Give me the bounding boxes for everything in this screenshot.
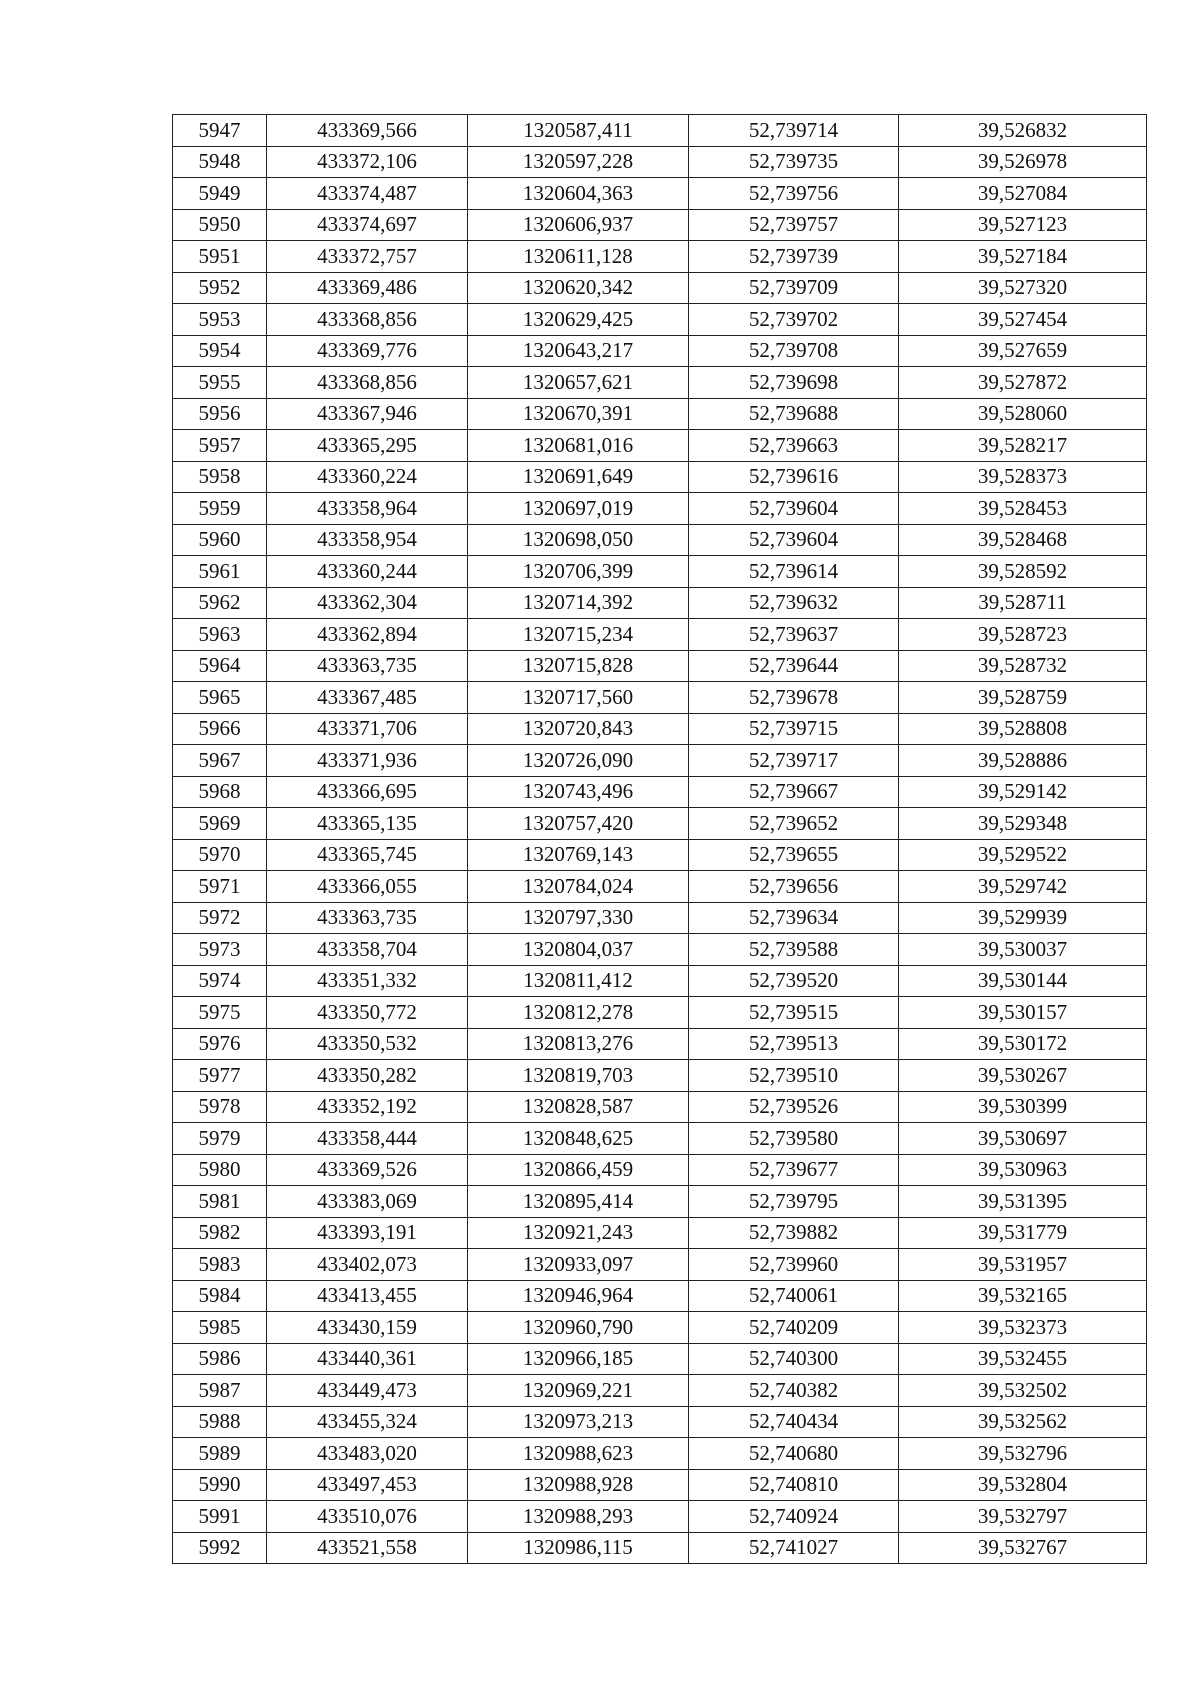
- cell-y-coordinate: 1320812,278: [468, 997, 689, 1029]
- cell-point-number: 5980: [173, 1154, 267, 1186]
- cell-y-coordinate: 1320629,425: [468, 304, 689, 336]
- cell-latitude: 52,739510: [689, 1060, 899, 1092]
- cell-point-number: 5964: [173, 650, 267, 682]
- cell-point-number: 5983: [173, 1249, 267, 1281]
- cell-point-number: 5968: [173, 776, 267, 808]
- cell-x-coordinate: 433363,735: [267, 650, 468, 682]
- cell-point-number: 5956: [173, 398, 267, 430]
- cell-latitude: 52,739715: [689, 713, 899, 745]
- table-row: [173, 1312, 1147, 1344]
- cell-longitude: 39,527659: [899, 335, 1147, 367]
- cell-point-number: 5962: [173, 587, 267, 619]
- cell-y-coordinate: 1320946,964: [468, 1280, 689, 1312]
- cell-latitude: 52,739637: [689, 619, 899, 651]
- cell-longitude: 39,528060: [899, 398, 1147, 430]
- table-row: [173, 115, 1147, 147]
- cell-x-coordinate: 433363,735: [267, 902, 468, 934]
- table-row: [173, 1532, 1147, 1564]
- cell-x-coordinate: 433350,282: [267, 1060, 468, 1092]
- cell-y-coordinate: 1320969,221: [468, 1375, 689, 1407]
- cell-point-number: 5984: [173, 1280, 267, 1312]
- cell-latitude: 52,739604: [689, 493, 899, 525]
- cell-point-number: 5967: [173, 745, 267, 777]
- cell-x-coordinate: 433368,856: [267, 367, 468, 399]
- table-row: [173, 1186, 1147, 1218]
- cell-point-number: 5990: [173, 1469, 267, 1501]
- table-row: [173, 997, 1147, 1029]
- cell-latitude: 52,739656: [689, 871, 899, 903]
- cell-y-coordinate: 1320866,459: [468, 1154, 689, 1186]
- cell-y-coordinate: 1320813,276: [468, 1028, 689, 1060]
- cell-latitude: 52,739702: [689, 304, 899, 336]
- table-row: [173, 209, 1147, 241]
- cell-point-number: 5992: [173, 1532, 267, 1564]
- cell-y-coordinate: 1320933,097: [468, 1249, 689, 1281]
- cell-point-number: 5988: [173, 1406, 267, 1438]
- cell-latitude: 52,739632: [689, 587, 899, 619]
- cell-y-coordinate: 1320720,843: [468, 713, 689, 745]
- cell-y-coordinate: 1320811,412: [468, 965, 689, 997]
- cell-x-coordinate: 433440,361: [267, 1343, 468, 1375]
- cell-point-number: 5965: [173, 682, 267, 714]
- cell-y-coordinate: 1320819,703: [468, 1060, 689, 1092]
- cell-y-coordinate: 1320698,050: [468, 524, 689, 556]
- cell-point-number: 5966: [173, 713, 267, 745]
- cell-x-coordinate: 433413,455: [267, 1280, 468, 1312]
- cell-y-coordinate: 1320597,228: [468, 146, 689, 178]
- cell-x-coordinate: 433358,964: [267, 493, 468, 525]
- cell-x-coordinate: 433369,526: [267, 1154, 468, 1186]
- cell-point-number: 5975: [173, 997, 267, 1029]
- cell-x-coordinate: 433365,135: [267, 808, 468, 840]
- cell-longitude: 39,530963: [899, 1154, 1147, 1186]
- table-row: [173, 650, 1147, 682]
- cell-latitude: 52,739634: [689, 902, 899, 934]
- cell-y-coordinate: 1320691,649: [468, 461, 689, 493]
- cell-longitude: 39,528886: [899, 745, 1147, 777]
- cell-y-coordinate: 1320769,143: [468, 839, 689, 871]
- table-row: [173, 682, 1147, 714]
- cell-longitude: 39,529742: [899, 871, 1147, 903]
- cell-x-coordinate: 433449,473: [267, 1375, 468, 1407]
- table-row: [173, 1249, 1147, 1281]
- table-row: [173, 1406, 1147, 1438]
- cell-x-coordinate: 433365,745: [267, 839, 468, 871]
- cell-x-coordinate: 433497,453: [267, 1469, 468, 1501]
- cell-y-coordinate: 1320717,560: [468, 682, 689, 714]
- cell-latitude: 52,739756: [689, 178, 899, 210]
- cell-point-number: 5947: [173, 115, 267, 147]
- cell-y-coordinate: 1320988,623: [468, 1438, 689, 1470]
- table-row: [173, 745, 1147, 777]
- cell-y-coordinate: 1320714,392: [468, 587, 689, 619]
- cell-latitude: 52,739515: [689, 997, 899, 1029]
- cell-point-number: 5948: [173, 146, 267, 178]
- cell-point-number: 5991: [173, 1501, 267, 1533]
- cell-latitude: 52,740434: [689, 1406, 899, 1438]
- cell-y-coordinate: 1320697,019: [468, 493, 689, 525]
- cell-x-coordinate: 433366,055: [267, 871, 468, 903]
- cell-x-coordinate: 433360,244: [267, 556, 468, 588]
- table-row: [173, 839, 1147, 871]
- table-row: [173, 1091, 1147, 1123]
- cell-x-coordinate: 433521,558: [267, 1532, 468, 1564]
- cell-point-number: 5974: [173, 965, 267, 997]
- table-row: [173, 1028, 1147, 1060]
- cell-point-number: 5949: [173, 178, 267, 210]
- cell-x-coordinate: 433372,757: [267, 241, 468, 273]
- cell-latitude: 52,739604: [689, 524, 899, 556]
- cell-y-coordinate: 1320743,496: [468, 776, 689, 808]
- table-row: [173, 304, 1147, 336]
- cell-point-number: 5977: [173, 1060, 267, 1092]
- cell-y-coordinate: 1320784,024: [468, 871, 689, 903]
- cell-x-coordinate: 433369,486: [267, 272, 468, 304]
- cell-x-coordinate: 433393,191: [267, 1217, 468, 1249]
- cell-longitude: 39,528711: [899, 587, 1147, 619]
- cell-x-coordinate: 433352,192: [267, 1091, 468, 1123]
- cell-x-coordinate: 433510,076: [267, 1501, 468, 1533]
- cell-longitude: 39,530172: [899, 1028, 1147, 1060]
- cell-y-coordinate: 1320587,411: [468, 115, 689, 147]
- cell-point-number: 5954: [173, 335, 267, 367]
- table-row: [173, 1154, 1147, 1186]
- table-row: [173, 587, 1147, 619]
- cell-longitude: 39,529939: [899, 902, 1147, 934]
- table-row: [173, 1343, 1147, 1375]
- cell-latitude: 52,739513: [689, 1028, 899, 1060]
- cell-latitude: 52,739655: [689, 839, 899, 871]
- table-row: [173, 1123, 1147, 1155]
- cell-latitude: 52,739678: [689, 682, 899, 714]
- cell-x-coordinate: 433383,069: [267, 1186, 468, 1218]
- cell-x-coordinate: 433368,856: [267, 304, 468, 336]
- cell-latitude: 52,740209: [689, 1312, 899, 1344]
- cell-longitude: 39,531779: [899, 1217, 1147, 1249]
- cell-point-number: 5972: [173, 902, 267, 934]
- cell-longitude: 39,526978: [899, 146, 1147, 178]
- cell-y-coordinate: 1320681,016: [468, 430, 689, 462]
- cell-point-number: 5951: [173, 241, 267, 273]
- table-row: [173, 335, 1147, 367]
- cell-x-coordinate: 433372,106: [267, 146, 468, 178]
- cell-point-number: 5958: [173, 461, 267, 493]
- table-row: [173, 556, 1147, 588]
- cell-point-number: 5986: [173, 1343, 267, 1375]
- cell-latitude: 52,739960: [689, 1249, 899, 1281]
- cell-y-coordinate: 1320895,414: [468, 1186, 689, 1218]
- cell-point-number: 5979: [173, 1123, 267, 1155]
- cell-longitude: 39,532562: [899, 1406, 1147, 1438]
- cell-latitude: 52,740300: [689, 1343, 899, 1375]
- cell-y-coordinate: 1320848,625: [468, 1123, 689, 1155]
- cell-latitude: 52,739644: [689, 650, 899, 682]
- cell-x-coordinate: 433367,485: [267, 682, 468, 714]
- cell-y-coordinate: 1320804,037: [468, 934, 689, 966]
- table-row: [173, 493, 1147, 525]
- cell-longitude: 39,528592: [899, 556, 1147, 588]
- cell-longitude: 39,527123: [899, 209, 1147, 241]
- cell-longitude: 39,530697: [899, 1123, 1147, 1155]
- cell-longitude: 39,530144: [899, 965, 1147, 997]
- table-row: [173, 1438, 1147, 1470]
- cell-y-coordinate: 1320797,330: [468, 902, 689, 934]
- cell-longitude: 39,528453: [899, 493, 1147, 525]
- table-row: [173, 430, 1147, 462]
- cell-x-coordinate: 433402,073: [267, 1249, 468, 1281]
- cell-x-coordinate: 433367,946: [267, 398, 468, 430]
- cell-x-coordinate: 433350,532: [267, 1028, 468, 1060]
- cell-x-coordinate: 433362,304: [267, 587, 468, 619]
- cell-y-coordinate: 1320620,342: [468, 272, 689, 304]
- cell-latitude: 52,739757: [689, 209, 899, 241]
- cell-longitude: 39,532373: [899, 1312, 1147, 1344]
- cell-x-coordinate: 433358,954: [267, 524, 468, 556]
- cell-point-number: 5976: [173, 1028, 267, 1060]
- cell-point-number: 5971: [173, 871, 267, 903]
- cell-point-number: 5982: [173, 1217, 267, 1249]
- cell-longitude: 39,527454: [899, 304, 1147, 336]
- cell-point-number: 5970: [173, 839, 267, 871]
- cell-y-coordinate: 1320828,587: [468, 1091, 689, 1123]
- cell-point-number: 5969: [173, 808, 267, 840]
- cell-y-coordinate: 1320606,937: [468, 209, 689, 241]
- cell-longitude: 39,529348: [899, 808, 1147, 840]
- cell-point-number: 5985: [173, 1312, 267, 1344]
- cell-x-coordinate: 433455,324: [267, 1406, 468, 1438]
- cell-longitude: 39,527084: [899, 178, 1147, 210]
- cell-x-coordinate: 433351,332: [267, 965, 468, 997]
- cell-y-coordinate: 1320973,213: [468, 1406, 689, 1438]
- cell-point-number: 5953: [173, 304, 267, 336]
- cell-y-coordinate: 1320715,234: [468, 619, 689, 651]
- cell-point-number: 5952: [173, 272, 267, 304]
- cell-latitude: 52,739739: [689, 241, 899, 273]
- coordinates-table: [172, 114, 1147, 1564]
- cell-latitude: 52,739677: [689, 1154, 899, 1186]
- cell-longitude: 39,527872: [899, 367, 1147, 399]
- table-row: [173, 524, 1147, 556]
- coordinates-table-body: [173, 115, 1147, 1564]
- cell-x-coordinate: 433369,566: [267, 115, 468, 147]
- cell-longitude: 39,528468: [899, 524, 1147, 556]
- cell-point-number: 5963: [173, 619, 267, 651]
- cell-point-number: 5959: [173, 493, 267, 525]
- table-row: [173, 398, 1147, 430]
- cell-longitude: 39,531395: [899, 1186, 1147, 1218]
- table-row: [173, 871, 1147, 903]
- table-row: [173, 272, 1147, 304]
- cell-longitude: 39,528759: [899, 682, 1147, 714]
- cell-x-coordinate: 433358,444: [267, 1123, 468, 1155]
- cell-x-coordinate: 433374,487: [267, 178, 468, 210]
- cell-x-coordinate: 433430,159: [267, 1312, 468, 1344]
- cell-longitude: 39,529142: [899, 776, 1147, 808]
- cell-latitude: 52,739709: [689, 272, 899, 304]
- cell-point-number: 5961: [173, 556, 267, 588]
- cell-point-number: 5989: [173, 1438, 267, 1470]
- cell-latitude: 52,740061: [689, 1280, 899, 1312]
- cell-latitude: 52,739735: [689, 146, 899, 178]
- cell-x-coordinate: 433374,697: [267, 209, 468, 241]
- cell-y-coordinate: 1320706,399: [468, 556, 689, 588]
- cell-point-number: 5978: [173, 1091, 267, 1123]
- cell-y-coordinate: 1320726,090: [468, 745, 689, 777]
- cell-longitude: 39,530037: [899, 934, 1147, 966]
- cell-latitude: 52,739667: [689, 776, 899, 808]
- cell-longitude: 39,532767: [899, 1532, 1147, 1564]
- table-row: [173, 367, 1147, 399]
- cell-point-number: 5981: [173, 1186, 267, 1218]
- cell-y-coordinate: 1320986,115: [468, 1532, 689, 1564]
- cell-longitude: 39,530399: [899, 1091, 1147, 1123]
- cell-x-coordinate: 433371,936: [267, 745, 468, 777]
- cell-x-coordinate: 433371,706: [267, 713, 468, 745]
- cell-longitude: 39,532797: [899, 1501, 1147, 1533]
- table-row: [173, 902, 1147, 934]
- cell-latitude: 52,739795: [689, 1186, 899, 1218]
- cell-latitude: 52,740924: [689, 1501, 899, 1533]
- cell-longitude: 39,528373: [899, 461, 1147, 493]
- cell-y-coordinate: 1320604,363: [468, 178, 689, 210]
- cell-y-coordinate: 1320960,790: [468, 1312, 689, 1344]
- cell-longitude: 39,527320: [899, 272, 1147, 304]
- cell-x-coordinate: 433369,776: [267, 335, 468, 367]
- cell-longitude: 39,530267: [899, 1060, 1147, 1092]
- cell-y-coordinate: 1320966,185: [468, 1343, 689, 1375]
- cell-point-number: 5950: [173, 209, 267, 241]
- cell-y-coordinate: 1320988,293: [468, 1501, 689, 1533]
- cell-latitude: 52,740680: [689, 1438, 899, 1470]
- cell-y-coordinate: 1320988,928: [468, 1469, 689, 1501]
- cell-x-coordinate: 433358,704: [267, 934, 468, 966]
- cell-y-coordinate: 1320670,391: [468, 398, 689, 430]
- cell-latitude: 52,739614: [689, 556, 899, 588]
- cell-point-number: 5987: [173, 1375, 267, 1407]
- cell-longitude: 39,532455: [899, 1343, 1147, 1375]
- cell-x-coordinate: 433483,020: [267, 1438, 468, 1470]
- cell-y-coordinate: 1320921,243: [468, 1217, 689, 1249]
- cell-latitude: 52,739580: [689, 1123, 899, 1155]
- cell-longitude: 39,530157: [899, 997, 1147, 1029]
- cell-y-coordinate: 1320715,828: [468, 650, 689, 682]
- cell-latitude: 52,739652: [689, 808, 899, 840]
- cell-x-coordinate: 433365,295: [267, 430, 468, 462]
- cell-latitude: 52,739520: [689, 965, 899, 997]
- cell-y-coordinate: 1320643,217: [468, 335, 689, 367]
- cell-point-number: 5960: [173, 524, 267, 556]
- table-row: [173, 1469, 1147, 1501]
- cell-longitude: 39,532165: [899, 1280, 1147, 1312]
- table-row: [173, 1217, 1147, 1249]
- table-row: [173, 1060, 1147, 1092]
- cell-latitude: 52,739616: [689, 461, 899, 493]
- cell-x-coordinate: 433366,695: [267, 776, 468, 808]
- table-row: [173, 241, 1147, 273]
- cell-latitude: 52,739698: [689, 367, 899, 399]
- cell-longitude: 39,528217: [899, 430, 1147, 462]
- table-row: [173, 713, 1147, 745]
- cell-latitude: 52,741027: [689, 1532, 899, 1564]
- cell-y-coordinate: 1320611,128: [468, 241, 689, 273]
- cell-longitude: 39,532796: [899, 1438, 1147, 1470]
- cell-latitude: 52,739717: [689, 745, 899, 777]
- cell-latitude: 52,739688: [689, 398, 899, 430]
- table-row: [173, 776, 1147, 808]
- cell-latitude: 52,739663: [689, 430, 899, 462]
- cell-longitude: 39,531957: [899, 1249, 1147, 1281]
- table-row: [173, 808, 1147, 840]
- cell-latitude: 52,739882: [689, 1217, 899, 1249]
- cell-y-coordinate: 1320757,420: [468, 808, 689, 840]
- cell-latitude: 52,739708: [689, 335, 899, 367]
- cell-longitude: 39,528732: [899, 650, 1147, 682]
- cell-x-coordinate: 433360,224: [267, 461, 468, 493]
- table-row: [173, 619, 1147, 651]
- cell-longitude: 39,528808: [899, 713, 1147, 745]
- cell-latitude: 52,739714: [689, 115, 899, 147]
- cell-x-coordinate: 433350,772: [267, 997, 468, 1029]
- table-row: [173, 934, 1147, 966]
- cell-latitude: 52,739588: [689, 934, 899, 966]
- cell-longitude: 39,527184: [899, 241, 1147, 273]
- table-row: [173, 178, 1147, 210]
- cell-longitude: 39,526832: [899, 115, 1147, 147]
- cell-point-number: 5957: [173, 430, 267, 462]
- table-row: [173, 965, 1147, 997]
- table-row: [173, 461, 1147, 493]
- cell-point-number: 5973: [173, 934, 267, 966]
- cell-longitude: 39,529522: [899, 839, 1147, 871]
- table-row: [173, 1280, 1147, 1312]
- table-row: [173, 146, 1147, 178]
- cell-y-coordinate: 1320657,621: [468, 367, 689, 399]
- cell-point-number: 5955: [173, 367, 267, 399]
- cell-longitude: 39,532804: [899, 1469, 1147, 1501]
- cell-latitude: 52,740810: [689, 1469, 899, 1501]
- cell-latitude: 52,740382: [689, 1375, 899, 1407]
- cell-longitude: 39,528723: [899, 619, 1147, 651]
- cell-x-coordinate: 433362,894: [267, 619, 468, 651]
- cell-latitude: 52,739526: [689, 1091, 899, 1123]
- table-row: [173, 1501, 1147, 1533]
- cell-longitude: 39,532502: [899, 1375, 1147, 1407]
- table-row: [173, 1375, 1147, 1407]
